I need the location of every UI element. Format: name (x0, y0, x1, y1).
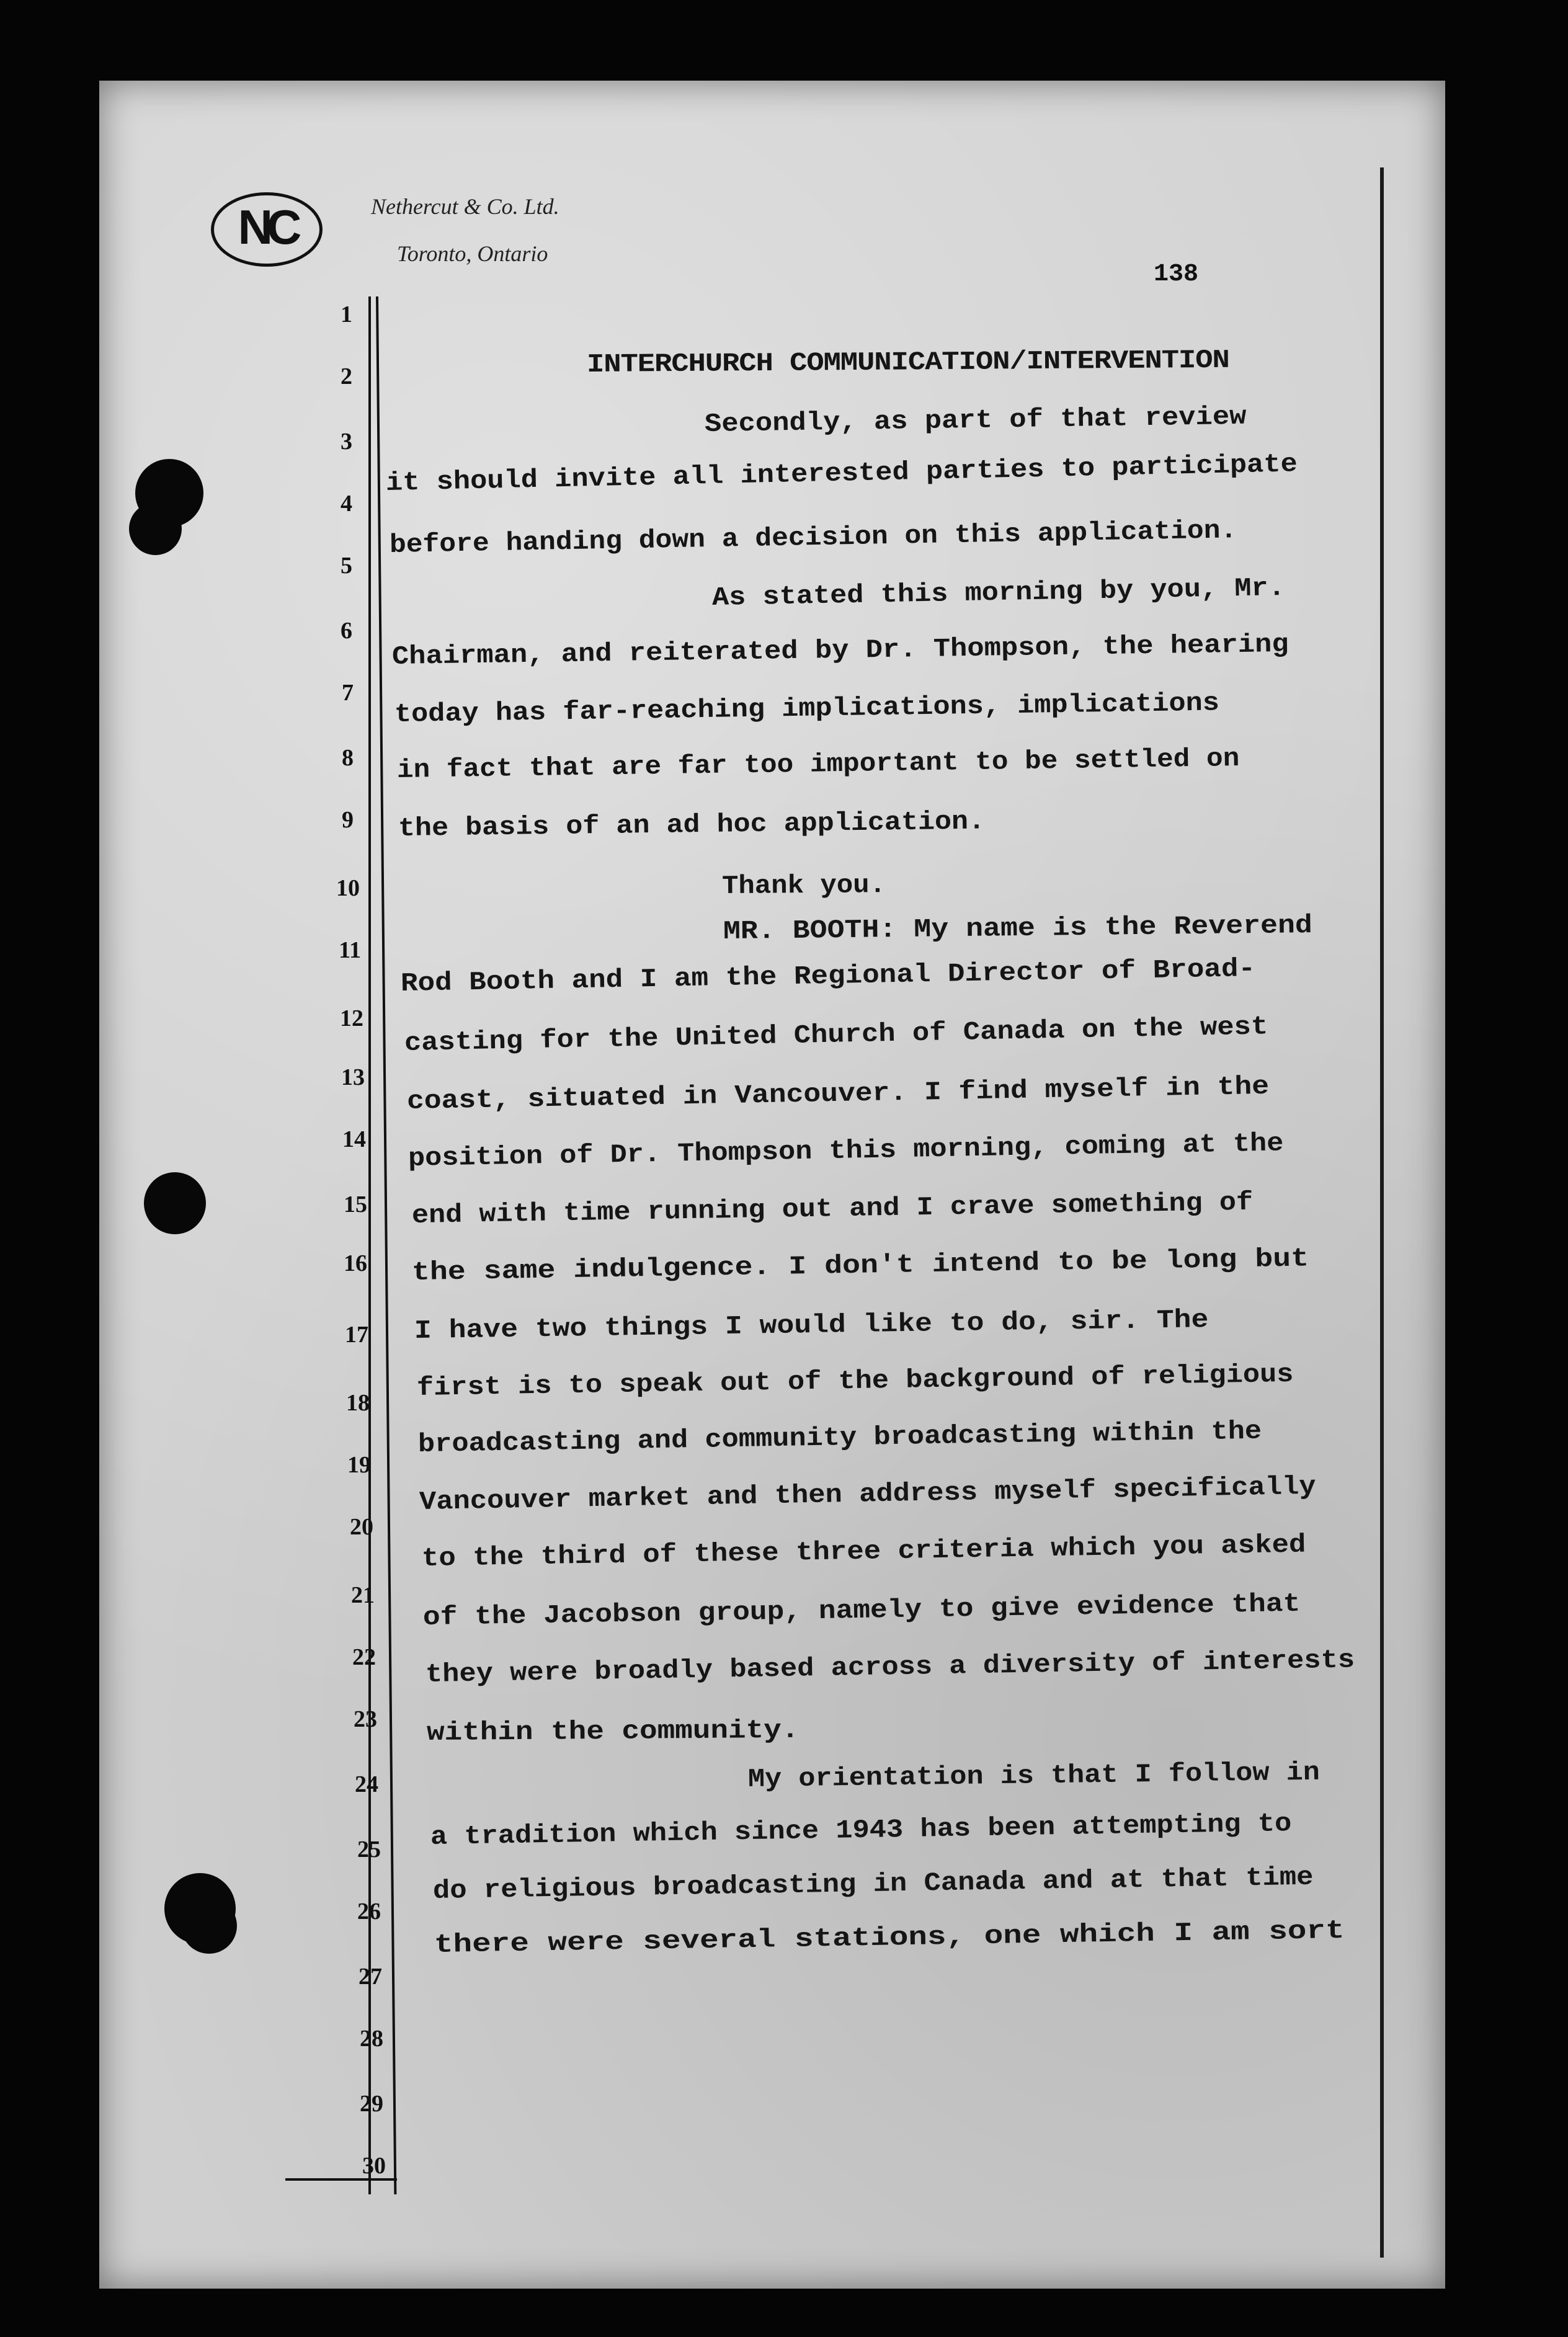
transcript-line: they were broadly based across a diversity of interests (425, 1645, 1355, 1689)
line-number: 20 (350, 1514, 373, 1540)
transcript-line: end with time running out and I crave something of (411, 1187, 1254, 1231)
line-number: 28 (360, 2026, 383, 2052)
company-logo (211, 192, 323, 267)
line-number: 18 (346, 1390, 370, 1416)
line-number: 7 (342, 680, 354, 706)
logo-text: NC (238, 200, 296, 254)
line-number: 12 (340, 1005, 363, 1031)
line-number: 29 (360, 2091, 383, 2117)
binder-hole-middle (144, 1172, 206, 1234)
transcript-line: to the third of these three criteria which you asked (421, 1529, 1306, 1574)
company-location: Toronto, Ontario (397, 241, 548, 266)
line-number: 26 (357, 1899, 381, 1925)
line-number: 1 (341, 301, 352, 327)
transcript-line: MR. BOOTH: My name is the Reverend (723, 910, 1313, 946)
line-number: 9 (342, 807, 354, 833)
line-number: 19 (347, 1452, 371, 1478)
transcript-line: it should invite all interested parties to participate (385, 449, 1298, 498)
line-number: 5 (341, 553, 352, 579)
section-heading: INTERCHURCH COMMUNICATION/INTERVENTION (586, 345, 1229, 380)
transcript-line: I have two things I would like to do, sir. The (414, 1305, 1209, 1346)
transcript-line: today has far-reaching implications, implications (394, 688, 1220, 729)
transcript-line: the basis of an ad hoc application. (398, 806, 986, 844)
line-number: 30 (362, 2153, 386, 2179)
transcript-line: Rod Booth and I am the Regional Director of Broad- (400, 953, 1256, 999)
transcript-line: a tradition which since 1943 has been attempting to (430, 1809, 1292, 1852)
transcript-line: do religious broadcasting in Canada and at that time (432, 1862, 1314, 1906)
transcript-line: coast, situated in Vancouver. I find myself in the (406, 1071, 1270, 1116)
transcript-line: of the Jacobson group, namely to give evidence that (422, 1588, 1301, 1632)
line-number: 24 (355, 1771, 378, 1797)
transcript-line: there were several stations, one which I am sort (434, 1915, 1345, 1960)
line-number: 2 (341, 363, 352, 389)
transcript-line: Vancouver market and then address myself specifically (419, 1471, 1317, 1517)
transcript-line: My orientation is that I follow in (747, 1757, 1321, 1794)
transcript-line: Secondly, as part of that review (704, 401, 1247, 439)
page-number: 138 (1154, 260, 1199, 288)
right-margin-rule (1380, 167, 1384, 2258)
transcript-line: first is to speak out of the background of religious (416, 1359, 1294, 1403)
transcript-line: casting for the United Church of Canada on the west (404, 1012, 1268, 1058)
transcript-line: the same indulgence. I don't intend to be long but (411, 1244, 1309, 1288)
line-number: 27 (359, 1964, 382, 1990)
transcript-line: before handing down a decision on this application. (389, 515, 1237, 560)
line-number: 22 (352, 1644, 376, 1670)
binder-hole-top-shadow (129, 502, 182, 555)
company-name: Nethercut & Co. Ltd. (371, 194, 559, 219)
line-number: 11 (339, 937, 361, 963)
line-number: 23 (354, 1706, 377, 1732)
line-number: 21 (351, 1582, 375, 1608)
transcript-line: within the community. (426, 1715, 800, 1748)
transcript-line: Chairman, and reiterated by Dr. Thompson, the hearing (391, 629, 1290, 672)
line-number: 14 (342, 1126, 366, 1152)
line-number: 13 (341, 1064, 365, 1090)
transcript-line: Thank you. (721, 870, 886, 901)
line-number: 6 (341, 618, 352, 644)
transcript-line: broadcasting and community broadcasting within the (417, 1416, 1262, 1459)
line-number: 4 (341, 491, 352, 517)
line-number: 8 (342, 745, 354, 771)
line-number: 25 (357, 1836, 381, 1863)
transcript-line: in fact that are far too important to be settled on (396, 744, 1240, 785)
binder-hole-bottom-shadow (181, 1898, 237, 1954)
line-number: 3 (341, 429, 352, 455)
line-number: 15 (344, 1191, 367, 1217)
transcript-line: As stated this morning by you, Mr. (711, 572, 1286, 613)
line-number: 17 (345, 1322, 368, 1348)
transcript-line: position of Dr. Thompson this morning, coming at the (408, 1128, 1284, 1173)
line-number: 16 (344, 1250, 367, 1276)
line-number: 10 (336, 875, 360, 901)
